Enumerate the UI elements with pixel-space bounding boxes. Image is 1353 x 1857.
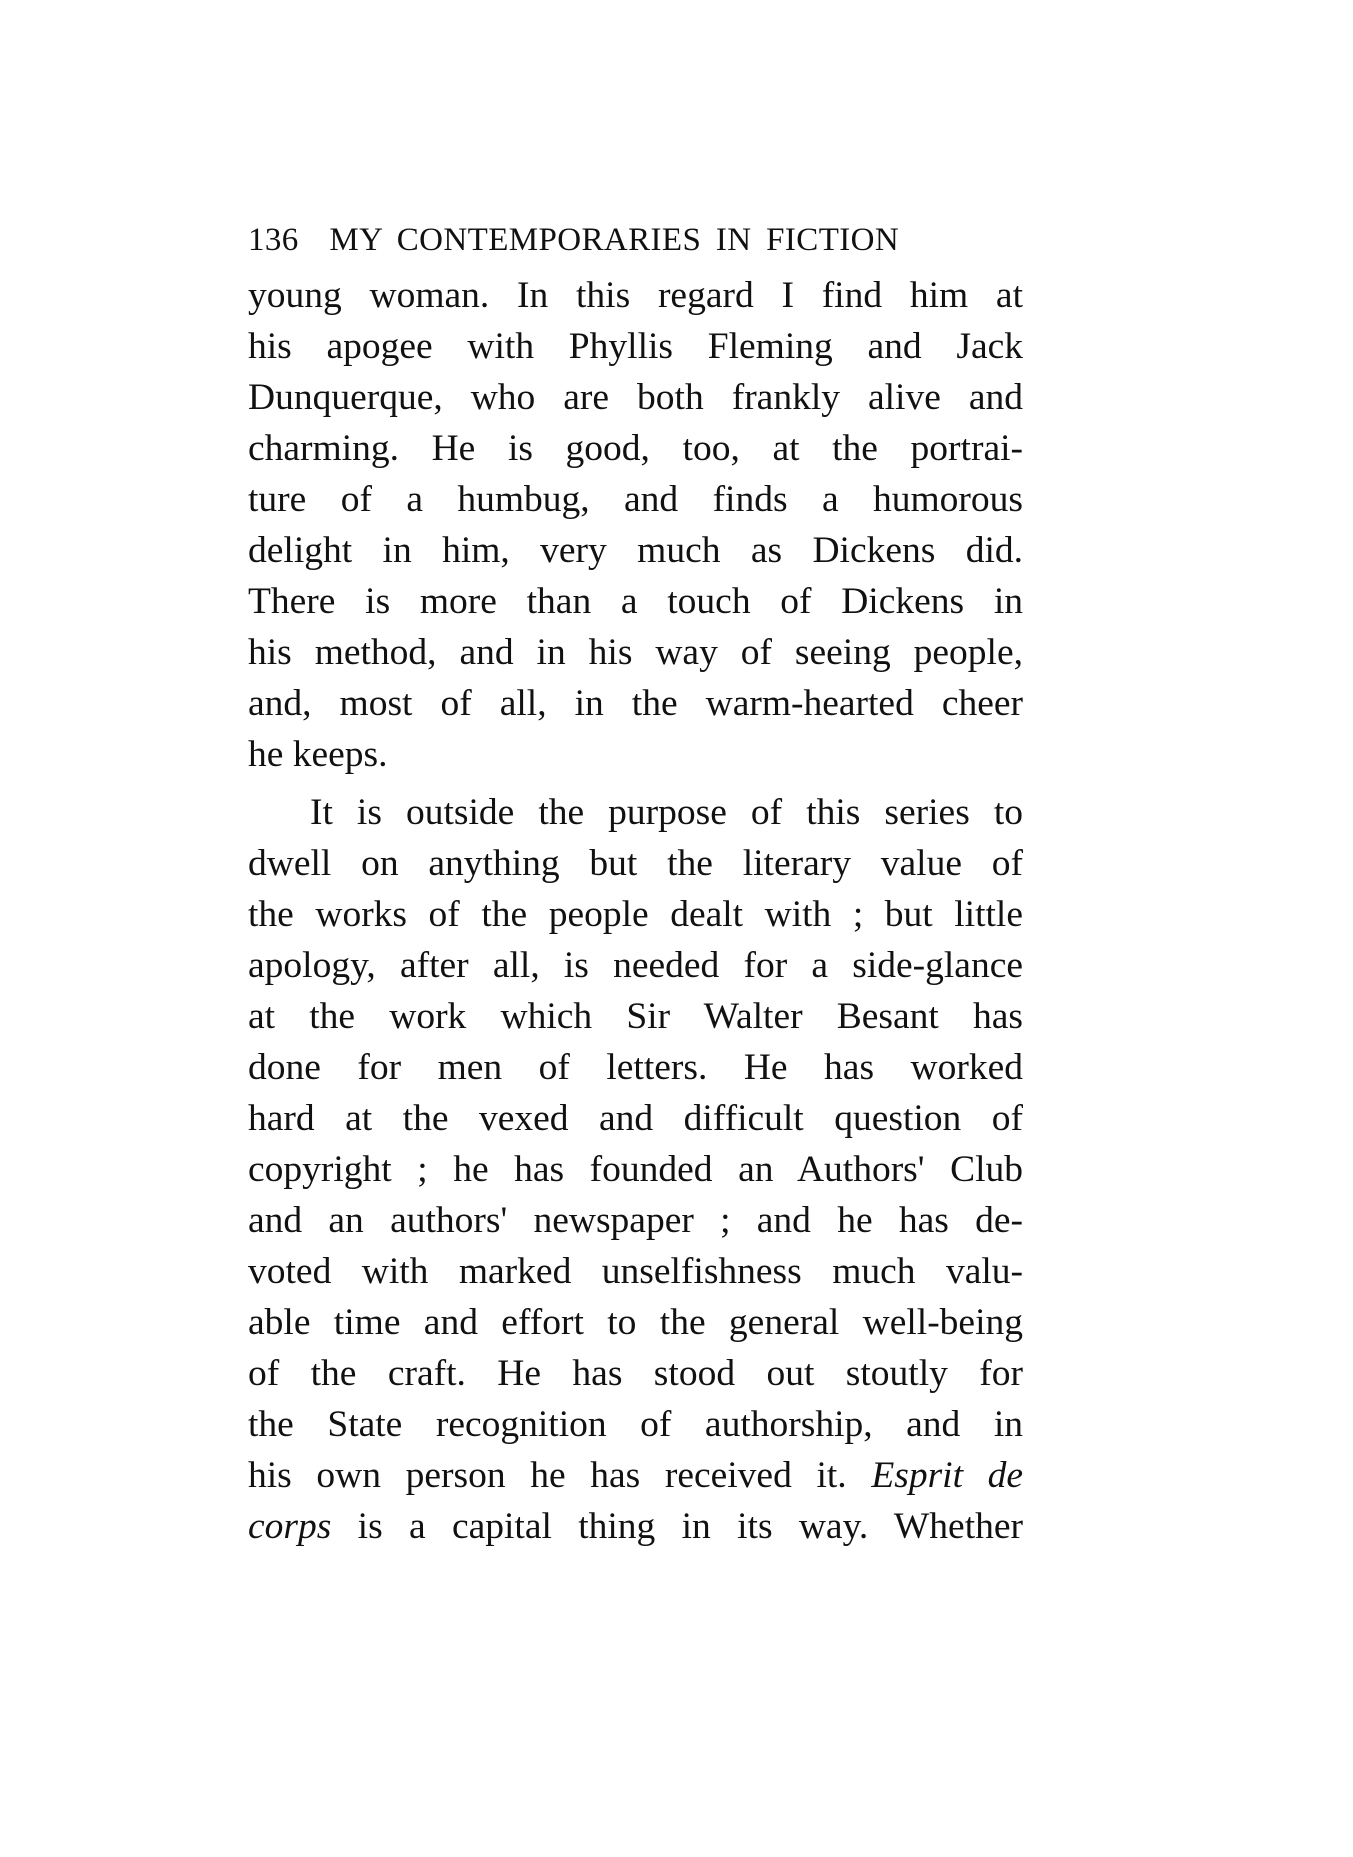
text-line: and, most of all, in the warm-hearted cheer bbox=[248, 683, 1023, 724]
text-line: charming. He is good, too, at the portrai- bbox=[248, 428, 1023, 469]
text-line-with-italic bbox=[248, 1450, 1023, 1501]
italic-phrase: corps bbox=[248, 1506, 332, 1547]
text-line: of the craft. He has stood out stoutly for bbox=[248, 1353, 1023, 1394]
paragraph-gap bbox=[248, 780, 1023, 787]
text-line: young woman. In this regard I find him at bbox=[248, 275, 1023, 316]
text-line: he keeps. bbox=[248, 734, 388, 775]
text-line: done for men of letters. He has worked bbox=[248, 1047, 1023, 1088]
text-line: at the work which Sir Walter Besant has bbox=[248, 996, 1023, 1037]
text-line: voted with marked unselfishness much valu- bbox=[248, 1251, 1023, 1292]
text-line: delight in him, very much as Dickens did. bbox=[248, 530, 1023, 571]
page-number: 136 bbox=[248, 222, 299, 258]
text-line: his method, and in his way of seeing people, bbox=[248, 632, 1023, 673]
running-title: MY CONTEMPORARIES IN FICTION bbox=[329, 222, 900, 258]
running-header bbox=[248, 220, 1023, 260]
text-line: and an authors' newspaper ; and he has de- bbox=[248, 1200, 1023, 1241]
text-line-with-italic bbox=[248, 1501, 1023, 1552]
text-line: hard at the vexed and difficult question of bbox=[248, 1098, 1023, 1139]
italic-phrase: Esprit de bbox=[871, 1455, 1023, 1496]
body-text bbox=[248, 270, 1023, 1552]
text-line: his apogee with Phyllis Fleming and Jack bbox=[248, 326, 1023, 367]
text-line: ture of a humbug, and finds a humorous bbox=[248, 479, 1023, 520]
text-line: It is outside the purpose of this series to bbox=[310, 792, 1023, 833]
text-line: the works of the people dealt with ; but little bbox=[248, 894, 1023, 935]
text-line: able time and effort to the general well-being bbox=[248, 1302, 1023, 1343]
text-segment: is a capital thing in its way. Whether bbox=[357, 1506, 1023, 1547]
text-line: apology, after all, is needed for a side-glance bbox=[248, 945, 1023, 986]
text-segment: his own person he has received it. bbox=[248, 1455, 847, 1496]
text-line: Dunquerque, who are both frankly alive and bbox=[248, 377, 1023, 418]
text-line: dwell on anything but the literary value of bbox=[248, 843, 1023, 884]
text-line: the State recognition of authorship, and in bbox=[248, 1404, 1023, 1445]
text-line: copyright ; he has founded an Authors' Club bbox=[248, 1149, 1023, 1190]
text-line: There is more than a touch of Dickens in bbox=[248, 581, 1023, 622]
